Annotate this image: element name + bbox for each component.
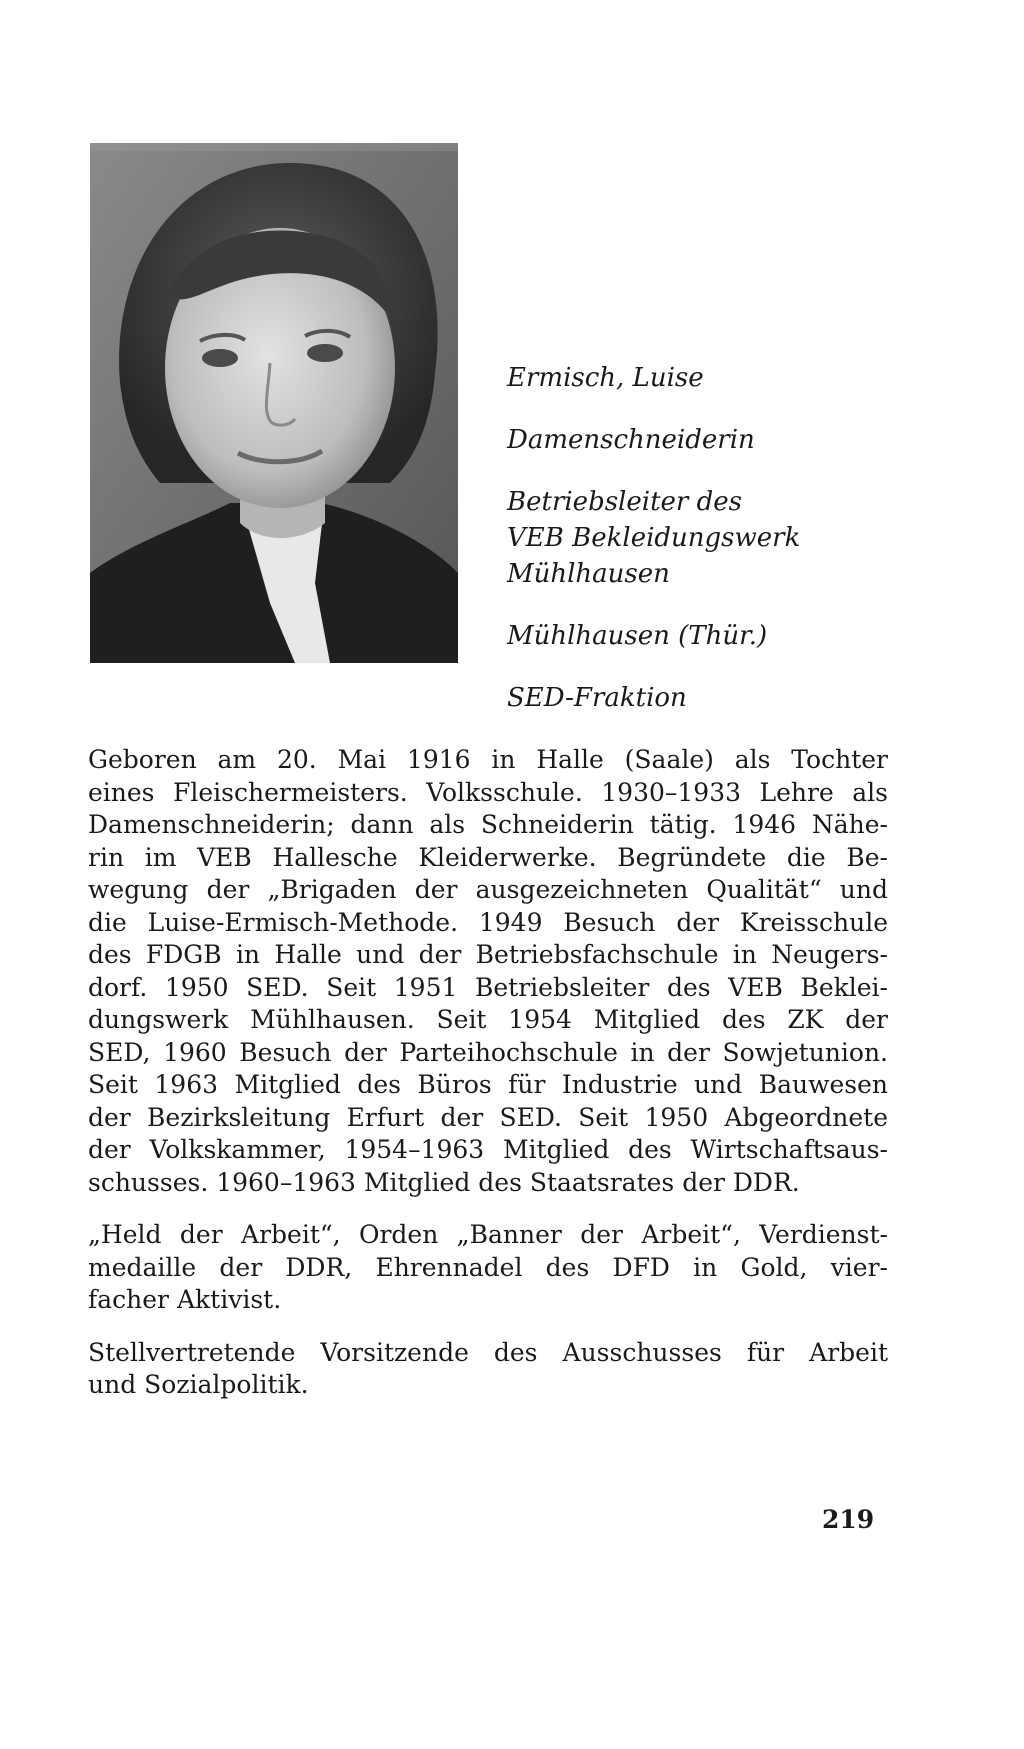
committee-line: Stellvertretende Vorsitzende des Ausschusses für Arbeit [88, 1337, 888, 1367]
awards-line: „Held der Arbeit“, Orden „Banner der Arbeit“, Verdienst- [88, 1220, 888, 1249]
biography-line: Seit 1963 Mitglied des Büros für Industrie und Bauwesen [88, 1070, 888, 1099]
member-position-line: Betriebsleiter des [507, 487, 742, 517]
page-number: 219 [822, 1505, 875, 1534]
biography-line: der Volkskammer, 1954–1963 Mitglied des Wirtschaftsaus- [88, 1135, 888, 1164]
biography-line: schusses. 1960–1963 Mitglied des Staatsrates der DDR. [88, 1167, 800, 1197]
biography-line: der Bezirksleitung Erfurt der SED. Seit 1950 Abgeordnete [88, 1102, 888, 1132]
biography-line: Geboren am 20. Mai 1916 in Halle (Saale) als Tochter [88, 745, 888, 774]
member-constituency: Mühlhausen (Thür.) [507, 621, 768, 651]
biography-line: dungswerk Mühlhausen. Seit 1954 Mitglied des ZK der [88, 1005, 888, 1034]
biography-line: wegung der „Brigaden der ausgezeichneten Qualität“ und [88, 875, 888, 904]
biography-line: die Luise-Ermisch-Methode. 1949 Besuch der Kreisschule [88, 907, 888, 937]
biography-line: SED, 1960 Besuch der Parteihochschule in der Sowjetunion. [88, 1037, 888, 1067]
biography-line: dorf. 1950 SED. Seit 1951 Betriebsleiter des VEB Beklei- [88, 972, 888, 1002]
portrait-image [90, 143, 458, 663]
biography-line: des FDGB in Halle und der Betriebsfachschule in Neugers- [88, 940, 888, 969]
awards-line: facher Aktivist. [88, 1285, 282, 1314]
awards-line: medaille der DDR, Ehrennadel des DFD in Gold, vier- [88, 1252, 888, 1282]
biography-text [88, 744, 888, 1402]
member-position-line: Mühlhausen [507, 559, 670, 589]
member-info [507, 360, 987, 716]
biography-line: Damenschneiderin; dann als Schneiderin tätig. 1946 Nähe- [88, 810, 888, 839]
committee-line: und Sozialpolitik. [88, 1370, 309, 1399]
paragraph-spacer [88, 1317, 888, 1337]
biography-line: eines Fleischermeisters. Volksschule. 1930–1933 Lehre als [88, 777, 888, 807]
biography-line: rin im VEB Hallesche Kleiderwerke. Begründete die Be- [88, 842, 888, 872]
portrait-photo [90, 143, 458, 663]
member-name: Ermisch, Luise [507, 363, 704, 393]
paragraph-spacer [88, 1199, 888, 1219]
member-position-line: VEB Bekleidungswerk [507, 523, 801, 553]
member-faction: SED-Fraktion [507, 683, 687, 713]
member-profession: Damenschneiderin [507, 425, 755, 455]
